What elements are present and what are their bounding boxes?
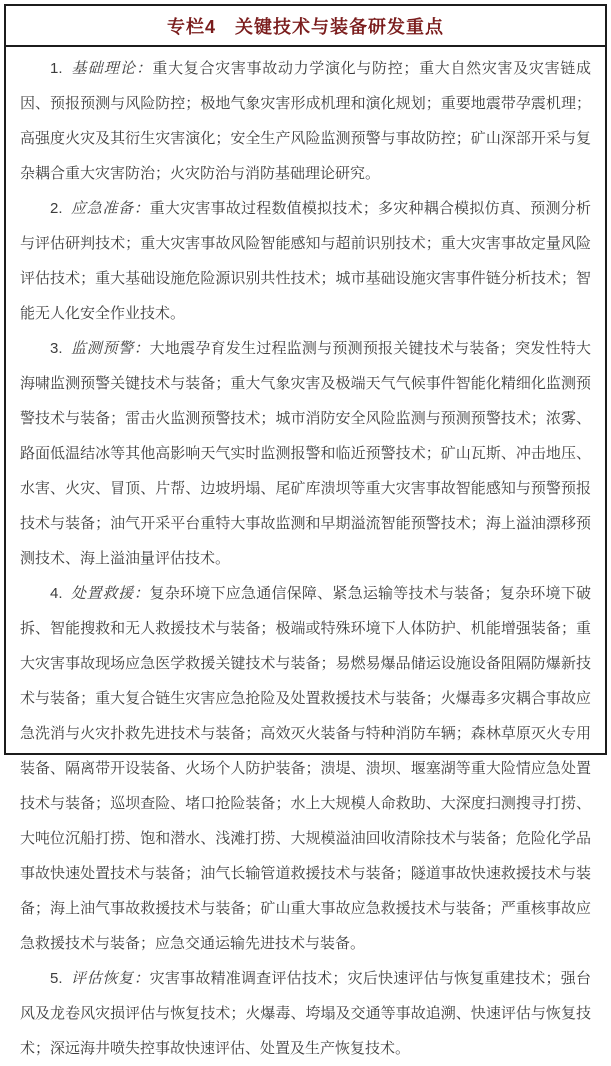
paragraph-disposal-rescue [20, 576, 591, 961]
item-label: 处置救援： [70, 585, 150, 602]
item-text: 灾害事故精准调查评估技术；灾后快速评估与恢复重建技术；强台风及龙卷风灾损评估与恢复技术；火爆毒、垮塌及交通等事故追溯、快速评估与恢复技术；深远海井喷失控事故快速评估、处置及生产恢复技术。 [20, 970, 591, 1057]
panel-body [6, 47, 605, 1066]
paragraph-basic-theory [20, 51, 591, 191]
item-text: 重大灾害事故过程数值模拟技术；多灾种耦合模拟仿真、预测分析与评估研判技术；重大灾害事故风险智能感知与超前识别技术；重大灾害事故定量风险评估技术；重大基础设施危险源识别共性技术；城市基础设施灾害事件链分析技术；智能无人化安全作业技术。 [20, 200, 591, 322]
item-number: 2. [50, 200, 63, 217]
item-number: 1. [50, 60, 63, 77]
paragraph-assessment-recovery [20, 961, 591, 1066]
paragraph-emergency-preparation [20, 191, 591, 331]
item-number: 3. [50, 340, 63, 357]
item-label: 监测预警： [70, 340, 150, 357]
paragraph-monitoring-warning [20, 331, 591, 576]
item-number: 4. [50, 585, 63, 602]
item-label: 评估恢复： [70, 970, 150, 987]
item-text: 复杂环境下应急通信保障、紧急运输等技术与装备；复杂环境下破拆、智能搜救和无人救援技术与装备；极端或特殊环境下人体防护、机能增强装备；重大灾害事故现场应急医学救援关键技术与装备；易燃易爆品储运设施设备阻隔防爆新技术与装备；重大复合链生灾害应急抢险及处置救援技术与装备；火爆毒多灾耦合事故应急洗消与火灾扑救先进技术与装备；高效灭火装备与特种消防车辆；森林草原灭火专用装备、隔离带开设装备、火场个人防护装备；溃堤、溃坝、堰塞湖等重大险情应急处置技术与装备；巡坝查险、堵口抢险装备；水上大规模人命救助、大深度扫测搜寻打捞、大吨位沉船打捞、饱和潜水、浅滩打捞、大规模溢油回收清除技术与装备；危险化学品事故快速处置技术与装备；油气长输管道救援技术与装备；隧道事故快速救援技术与装备；海上油气事故救援技术与装备；矿山重大事故应急救援技术与装备；严重核事故应急救援技术与装备；应急交通运输先进技术与装备。 [20, 585, 591, 952]
item-label: 基础理论： [70, 60, 153, 77]
feature-column-box [4, 4, 607, 1057]
item-label: 应急准备： [70, 200, 150, 217]
item-text: 大地震孕育发生过程监测与预测预报关键技术与装备；突发性特大海啸监测预警关键技术与装备；重大气象灾害及极端天气气候事件智能化精细化监测预警技术与装备；雷击火监测预警技术；城市消防安全风险监测与预测预警技术；浓雾、路面低温结冰等其他高影响天气实时监测报警和临近预警技术；矿山瓦斯、冲击地压、水害、火灾、冒顶、片帮、边坡坍塌、尾矿库溃坝等重大灾害事故智能感知与预警预报技术与装备；油气开采平台重特大事故监测和早期溢流智能预警技术；海上溢油漂移预测技术、海上溢油量评估技术。 [20, 340, 591, 567]
panel-title: 专栏4 关键技术与装备研发重点 [6, 6, 605, 47]
item-number: 5. [50, 970, 63, 987]
item-text: 重大复合灾害事故动力学演化与防控；重大自然灾害及灾害链成因、预报预测与风险防控；极地气象灾害形成机理和演化规划；重要地震带孕震机理；高强度火灾及其衍生灾害演化；安全生产风险监测预警与事故防控；矿山深部开采与复杂耦合重大灾害防治；火灾防治与消防基础理论研究。 [20, 60, 591, 182]
